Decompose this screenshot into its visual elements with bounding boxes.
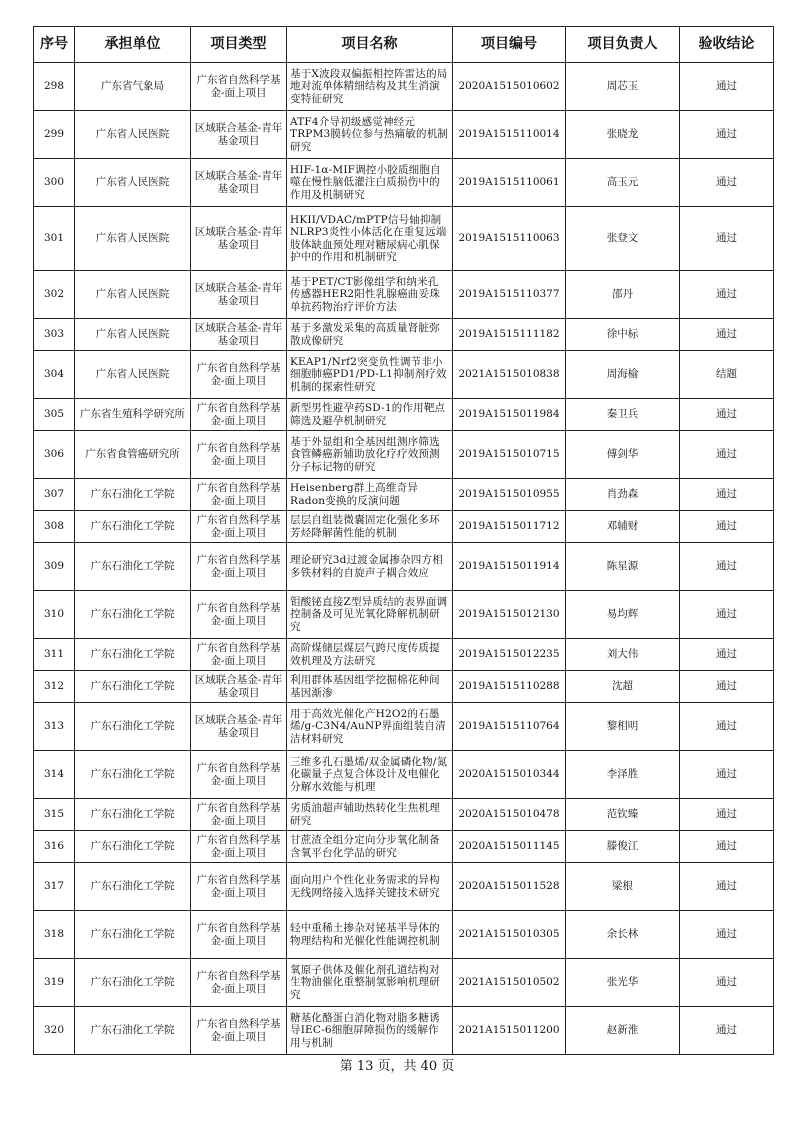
- cell-unit: 广东省人民医院: [75, 351, 191, 399]
- cell-no: 310: [34, 591, 75, 639]
- cell-type: 广东省自然科学基金-面上项目: [191, 831, 287, 863]
- cell-project-name: 利用群体基因组学挖掘棉花种间基因渐渗: [287, 671, 453, 703]
- cell-result: 通过: [680, 511, 774, 543]
- cell-unit: 广东省人民医院: [75, 207, 191, 271]
- cell-project-name: HKII/VDAC/mPTP信号轴抑制NLRP3炎性小体活化在重复远端肢体缺血预处理对糖尿病心肌保护中的作用和机制研究: [287, 207, 453, 271]
- table-row: [34, 431, 774, 479]
- cell-no: 298: [34, 63, 75, 111]
- cell-leader: 赵新淮: [566, 1007, 680, 1055]
- cell-no: 312: [34, 671, 75, 703]
- cell-leader: 易均辉: [566, 591, 680, 639]
- cell-project-name: 轻中重稀土掺杂对铋基半导体的物理结构和光催化性能调控机制: [287, 911, 453, 959]
- cell-leader: 余长林: [566, 911, 680, 959]
- cell-leader: 张晓龙: [566, 111, 680, 159]
- cell-leader: 高玉元: [566, 159, 680, 207]
- cell-project-code: 2019A1515011712: [453, 511, 566, 543]
- cell-result: 通过: [680, 63, 774, 111]
- cell-unit: 广东石油化工学院: [75, 831, 191, 863]
- cell-unit: 广东省人民医院: [75, 111, 191, 159]
- cell-type: 区域联合基金-青年基金项目: [191, 159, 287, 207]
- cell-project-code: 2019A1515110014: [453, 111, 566, 159]
- cell-type: 广东省自然科学基金-面上项目: [191, 63, 287, 111]
- cell-result: 通过: [680, 959, 774, 1007]
- cell-project-name: 劣质油超声辅助热转化生焦机理研究: [287, 799, 453, 831]
- cell-unit: 广东省生殖科学研究所: [75, 399, 191, 431]
- cell-no: 317: [34, 863, 75, 911]
- cell-no: 300: [34, 159, 75, 207]
- header-no: 序号: [34, 27, 75, 63]
- cell-project-name: HIF-1α-MIF调控小胶质细胞自噬在慢性脑低灌注白质损伤中的作用及机制研究: [287, 159, 453, 207]
- cell-project-code: 2020A1515011145: [453, 831, 566, 863]
- cell-result: 通过: [680, 831, 774, 863]
- cell-project-code: 2019A1515110288: [453, 671, 566, 703]
- cell-type: 广东省自然科学基金-面上项目: [191, 351, 287, 399]
- cell-project-code: 2019A1515110377: [453, 271, 566, 319]
- cell-type: 广东省自然科学基金-面上项目: [191, 751, 287, 799]
- cell-result: 通过: [680, 1007, 774, 1055]
- cell-project-code: 2019A1515110764: [453, 703, 566, 751]
- cell-type: 区域联合基金-青年基金项目: [191, 207, 287, 271]
- cell-type: 广东省自然科学基金-面上项目: [191, 863, 287, 911]
- cell-project-code: 2019A1515011984: [453, 399, 566, 431]
- cell-unit: 广东石油化工学院: [75, 703, 191, 751]
- cell-leader: 周海榆: [566, 351, 680, 399]
- table-row: [34, 799, 774, 831]
- cell-project-name: 层层自组装微囊固定化强化多环芳烃降解菌性能的机制: [287, 511, 453, 543]
- cell-result: 通过: [680, 319, 774, 351]
- cell-result: 通过: [680, 671, 774, 703]
- cell-project-name: 钼酸铋直接Z型异质结的表界面调控制备及可见光氧化降解机制研究: [287, 591, 453, 639]
- cell-leader: 周芯玉: [566, 63, 680, 111]
- cell-project-code: 2021A1515010502: [453, 959, 566, 1007]
- cell-leader: 沈超: [566, 671, 680, 703]
- cell-project-name: 面向用户个性化业务需求的异构无线网络接入选择关键技术研究: [287, 863, 453, 911]
- cell-leader: 邓辅财: [566, 511, 680, 543]
- cell-result: 通过: [680, 479, 774, 511]
- cell-unit: 广东石油化工学院: [75, 591, 191, 639]
- cell-result: 通过: [680, 911, 774, 959]
- cell-project-name: 氧原子供体及催化剂孔道结构对生物油催化重整制氢影响机理研究: [287, 959, 453, 1007]
- cell-project-name: 三维多孔石墨烯/双金属磷化物/氮化碳量子点复合体设计及电催化分解水效能与机理: [287, 751, 453, 799]
- cell-type: 广东省自然科学基金-面上项目: [191, 543, 287, 591]
- cell-no: 319: [34, 959, 75, 1007]
- cell-result: 通过: [680, 399, 774, 431]
- cell-result: 通过: [680, 703, 774, 751]
- cell-leader: 张登文: [566, 207, 680, 271]
- header-name: 项目名称: [287, 27, 453, 63]
- cell-project-code: 2019A1515110061: [453, 159, 566, 207]
- cell-no: 314: [34, 751, 75, 799]
- cell-no: 307: [34, 479, 75, 511]
- cell-project-code: 2020A1515010602: [453, 63, 566, 111]
- table-row: [34, 399, 774, 431]
- cell-no: 302: [34, 271, 75, 319]
- cell-leader: 黎相明: [566, 703, 680, 751]
- cell-result: 通过: [680, 543, 774, 591]
- table-row: [34, 207, 774, 271]
- cell-type: 广东省自然科学基金-面上项目: [191, 1007, 287, 1055]
- table-row: [34, 63, 774, 111]
- table-header-row: [34, 27, 774, 63]
- cell-unit: 广东石油化工学院: [75, 1007, 191, 1055]
- cell-unit: 广东石油化工学院: [75, 911, 191, 959]
- cell-project-name: 甘蔗渣全组分定向分步氧化制备含氧平台化学品的研究: [287, 831, 453, 863]
- cell-result: 通过: [680, 431, 774, 479]
- cell-no: 311: [34, 639, 75, 671]
- cell-project-code: 2021A1515010305: [453, 911, 566, 959]
- cell-unit: 广东石油化工学院: [75, 543, 191, 591]
- cell-project-name: KEAP1/Nrf2突变负性调节非小细胞肺癌PD1/PD-L1抑制剂疗效机制的探索性研究: [287, 351, 453, 399]
- cell-type: 广东省自然科学基金-面上项目: [191, 591, 287, 639]
- cell-unit: 广东省气象局: [75, 63, 191, 111]
- cell-unit: 广东石油化工学院: [75, 959, 191, 1007]
- cell-type: 广东省自然科学基金-面上项目: [191, 799, 287, 831]
- cell-unit: 广东省人民医院: [75, 159, 191, 207]
- cell-result: 通过: [680, 271, 774, 319]
- cell-unit: 广东省食管癌研究所: [75, 431, 191, 479]
- cell-project-code: 2019A1515010715: [453, 431, 566, 479]
- cell-leader: 徐中标: [566, 319, 680, 351]
- cell-project-name: 基于多激发采集的高质量肾脏弥散成像研究: [287, 319, 453, 351]
- cell-result: 通过: [680, 799, 774, 831]
- cell-leader: 刘大伟: [566, 639, 680, 671]
- cell-no: 301: [34, 207, 75, 271]
- cell-no: 313: [34, 703, 75, 751]
- table-row: [34, 543, 774, 591]
- cell-result: 通过: [680, 863, 774, 911]
- table-row: [34, 639, 774, 671]
- header-result: 验收结论: [680, 27, 774, 63]
- cell-leader: 范钦臻: [566, 799, 680, 831]
- cell-unit: 广东石油化工学院: [75, 799, 191, 831]
- header-leader: 项目负责人: [566, 27, 680, 63]
- cell-project-code: 2019A1515012130: [453, 591, 566, 639]
- cell-unit: 广东省人民医院: [75, 271, 191, 319]
- table-row: [34, 671, 774, 703]
- cell-unit: 广东石油化工学院: [75, 863, 191, 911]
- cell-result: 结题: [680, 351, 774, 399]
- table-row: [34, 751, 774, 799]
- cell-type: 区域联合基金-青年基金项目: [191, 111, 287, 159]
- cell-result: 通过: [680, 207, 774, 271]
- cell-type: 广东省自然科学基金-面上项目: [191, 511, 287, 543]
- cell-leader: 梁根: [566, 863, 680, 911]
- cell-no: 315: [34, 799, 75, 831]
- cell-project-name: 基于PET/CT影像组学和纳米孔传感器HER2阳性乳腺癌曲妥珠单抗药物治疗评价方法: [287, 271, 453, 319]
- cell-result: 通过: [680, 159, 774, 207]
- cell-project-name: 高阶煤储层煤层气跨尺度传质提效机理及方法研究: [287, 639, 453, 671]
- cell-leader: 李泽胜: [566, 751, 680, 799]
- cell-unit: 广东省人民医院: [75, 319, 191, 351]
- table-row: [34, 511, 774, 543]
- cell-type: 区域联合基金-青年基金项目: [191, 703, 287, 751]
- cell-unit: 广东石油化工学院: [75, 511, 191, 543]
- cell-project-name: 糖基化酪蛋白消化物对脂多糖诱导IEC-6细胞屏障损伤的缓解作用与机制: [287, 1007, 453, 1055]
- cell-result: 通过: [680, 111, 774, 159]
- table-row: [34, 351, 774, 399]
- cell-leader: 肖劲森: [566, 479, 680, 511]
- cell-no: 304: [34, 351, 75, 399]
- cell-leader: 邵丹: [566, 271, 680, 319]
- cell-type: 广东省自然科学基金-面上项目: [191, 959, 287, 1007]
- cell-project-name: 新型男性避孕药SD-1的作用靶点筛选及避孕机制研究: [287, 399, 453, 431]
- cell-leader: 滕俊江: [566, 831, 680, 863]
- cell-project-code: 2020A1515010478: [453, 799, 566, 831]
- cell-no: 305: [34, 399, 75, 431]
- cell-project-name: ATF4介导初级感觉神经元TRPM3膜转位参与热痛敏的机制研究: [287, 111, 453, 159]
- cell-project-code: 2019A1515010955: [453, 479, 566, 511]
- cell-no: 306: [34, 431, 75, 479]
- cell-project-name: 用于高效光催化产H2O2的石墨烯/g-C3N4/AuNP界面组装自清洁材料研究: [287, 703, 453, 751]
- cell-type: 广东省自然科学基金-面上项目: [191, 911, 287, 959]
- cell-type: 广东省自然科学基金-面上项目: [191, 639, 287, 671]
- cell-type: 广东省自然科学基金-面上项目: [191, 399, 287, 431]
- cell-leader: 张光华: [566, 959, 680, 1007]
- cell-project-code: 2019A1515011914: [453, 543, 566, 591]
- cell-no: 308: [34, 511, 75, 543]
- header-type: 项目类型: [191, 27, 287, 63]
- cell-leader: 傅剑华: [566, 431, 680, 479]
- header-unit: 承担单位: [75, 27, 191, 63]
- table-row: [34, 479, 774, 511]
- cell-unit: 广东石油化工学院: [75, 639, 191, 671]
- cell-project-code: 2020A1515010344: [453, 751, 566, 799]
- cell-type: 区域联合基金-青年基金项目: [191, 271, 287, 319]
- table-row: [34, 863, 774, 911]
- cell-no: 299: [34, 111, 75, 159]
- table-row: [34, 911, 774, 959]
- table-body: [34, 63, 774, 1055]
- cell-project-name: Heisenberg群上高维奇异Radon变换的反演问题: [287, 479, 453, 511]
- project-acceptance-table: [33, 26, 774, 1055]
- cell-no: 320: [34, 1007, 75, 1055]
- cell-project-code: 2019A1515012235: [453, 639, 566, 671]
- cell-no: 318: [34, 911, 75, 959]
- cell-project-code: 2021A1515010838: [453, 351, 566, 399]
- cell-type: 区域联合基金-青年基金项目: [191, 671, 287, 703]
- table-row: [34, 703, 774, 751]
- cell-no: 309: [34, 543, 75, 591]
- cell-project-code: 2019A1515110063: [453, 207, 566, 271]
- table-row: [34, 591, 774, 639]
- cell-leader: 秦卫兵: [566, 399, 680, 431]
- table-row: [34, 959, 774, 1007]
- cell-project-name: 基于X波段双偏振相控阵雷达的局地对流单体精细结构及其生消演变特征研究: [287, 63, 453, 111]
- table-row: [34, 1007, 774, 1055]
- table-row: [34, 111, 774, 159]
- table-row: [34, 319, 774, 351]
- table-row: [34, 271, 774, 319]
- cell-project-name: 基于外显组和全基因组测序筛选食管鳞癌新辅助放化疗疗效预测分子标记物的研究: [287, 431, 453, 479]
- cell-result: 通过: [680, 591, 774, 639]
- cell-result: 通过: [680, 639, 774, 671]
- cell-project-code: 2020A1515011528: [453, 863, 566, 911]
- header-code: 项目编号: [453, 27, 566, 63]
- cell-unit: 广东石油化工学院: [75, 671, 191, 703]
- cell-type: 广东省自然科学基金-面上项目: [191, 431, 287, 479]
- cell-no: 316: [34, 831, 75, 863]
- cell-unit: 广东石油化工学院: [75, 479, 191, 511]
- cell-project-code: 2021A1515011200: [453, 1007, 566, 1055]
- cell-project-name: 理论研究3d过渡金属掺杂四方相多铁材料的自旋声子耦合效应: [287, 543, 453, 591]
- cell-unit: 广东石油化工学院: [75, 751, 191, 799]
- table-row: [34, 159, 774, 207]
- page-number: 第 13 页，共 40 页: [339, 1059, 455, 1074]
- cell-type: 广东省自然科学基金-面上项目: [191, 479, 287, 511]
- table-row: [34, 831, 774, 863]
- cell-type: 区域联合基金-青年基金项目: [191, 319, 287, 351]
- cell-leader: 陈星源: [566, 543, 680, 591]
- cell-result: 通过: [680, 751, 774, 799]
- cell-no: 303: [34, 319, 75, 351]
- cell-project-code: 2019A1515111182: [453, 319, 566, 351]
